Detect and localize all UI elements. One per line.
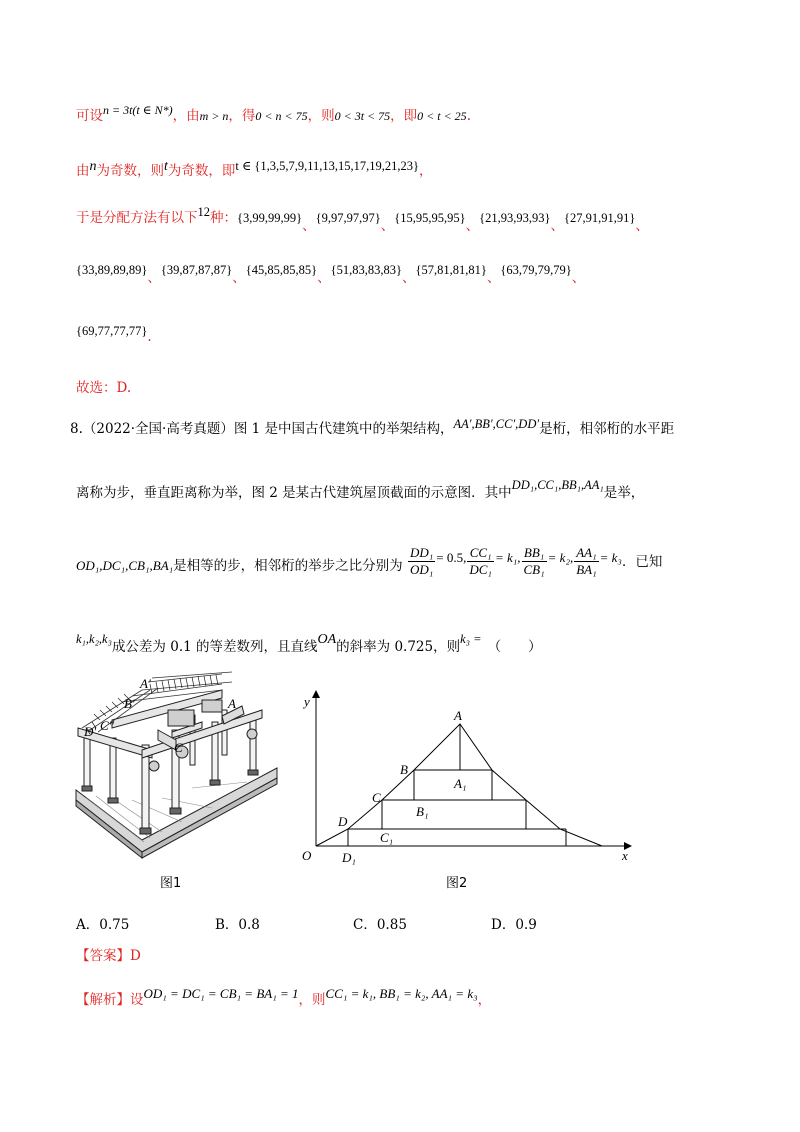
- set-item: {63,79,79,79}: [500, 263, 572, 277]
- option-key: D．: [491, 917, 516, 933]
- math-12: 12: [197, 205, 210, 219]
- label-A: A: [228, 696, 236, 711]
- question-8-line-2: [76, 478, 644, 501]
- text: 为奇数，即: [167, 163, 236, 179]
- label-B-prime: B′: [124, 696, 135, 711]
- math-n: n: [89, 159, 97, 174]
- math-purlins: AA′,BB′,CC′,DD′: [453, 417, 540, 431]
- text: 设: [130, 992, 144, 1008]
- fraction: [574, 545, 598, 578]
- math-m-gt-n: m > n: [199, 109, 229, 123]
- solution-line-5: [76, 323, 152, 345]
- label-C: C: [372, 790, 381, 805]
- frac-den: CB₁: [523, 562, 545, 577]
- text: 种：: [210, 210, 237, 226]
- math-k3: k₃ =: [460, 632, 482, 646]
- text: 是举，: [603, 485, 645, 501]
- label-C: C: [174, 740, 183, 755]
- frac-den: BA₁: [576, 562, 597, 577]
- figure-2-caption: 图2: [446, 876, 468, 891]
- sep: 、: [550, 218, 564, 234]
- set-item: {3,99,99,99}: [237, 211, 303, 225]
- frac-den: OD₁: [409, 562, 434, 577]
- option-value: 0.9: [515, 917, 537, 933]
- solution-conclusion: 故选：D.: [76, 380, 132, 396]
- question-8-line-3: [76, 545, 662, 578]
- analysis-tag: 【解析】: [76, 992, 130, 1008]
- math-t: t: [164, 159, 168, 174]
- text: ，则: [298, 992, 326, 1008]
- set-item: {69,77,77,77}: [76, 324, 148, 338]
- question-number: 8.: [70, 421, 83, 437]
- option-d[interactable]: [491, 913, 537, 933]
- sep: 、: [147, 270, 161, 286]
- label-D-prime: D′: [84, 724, 97, 739]
- set-item: {9,97,97,97}: [315, 211, 381, 225]
- set-item: {45,85,85,85}: [245, 263, 318, 277]
- sep: 、: [232, 270, 246, 286]
- sep: 、: [380, 218, 395, 234]
- option-c[interactable]: [353, 913, 407, 933]
- text: 可设: [76, 108, 103, 124]
- text: ．已知: [621, 554, 663, 570]
- math-n-def: n = 3t(t ∈ N*): [103, 103, 173, 117]
- frac-val: = k₁,: [494, 550, 521, 565]
- set-item: {15,95,95,95}: [394, 211, 466, 225]
- frac-val: = 0.5,: [436, 550, 467, 565]
- sep: 、: [571, 270, 586, 286]
- math-steps-equal: OD₁ = DC₁ = CB₁ = BA₁ = 1: [143, 986, 299, 1001]
- question-source: （2022·全国·高考真题）: [82, 421, 234, 437]
- frac-num: DD₁: [409, 545, 434, 560]
- option-value: 0.8: [238, 917, 260, 933]
- label-D1: D₁: [342, 850, 356, 865]
- option-b[interactable]: [215, 913, 260, 933]
- text: 成公差为 0.1 的等差数列，且直线: [111, 639, 318, 655]
- label-C-prime: C″: [100, 718, 115, 733]
- text: 离称为步，垂直距离称为举，图 2 是某古代建筑屋顶截面的示意图．其中: [76, 485, 512, 501]
- axis-y-label: y: [304, 694, 310, 709]
- figure-1-caption: 图1: [160, 876, 182, 891]
- set-item: {39,87,87,87}: [160, 263, 233, 277]
- solution-line-2: [76, 158, 433, 179]
- math-t-range: 0 < t < 25: [417, 109, 467, 123]
- text: 图 1 是中国古代建筑中的举架结构，: [233, 421, 454, 437]
- frac-num: CC₁: [467, 545, 494, 562]
- option-value: 0.75: [99, 917, 130, 933]
- set-item: {51,83,83,83}: [330, 263, 402, 277]
- answer-tag: 【答案】: [76, 948, 130, 964]
- frac-val: = k₂,: [547, 550, 574, 565]
- figure-1-roof-structure: [72, 670, 282, 860]
- set-item: {33,89,89,89}: [76, 263, 148, 277]
- set-item: {27,91,91,91}: [564, 211, 636, 225]
- solution-line-3: [76, 205, 649, 234]
- text: 由: [76, 163, 90, 179]
- fraction: [408, 545, 435, 578]
- label-A-prime: A′: [140, 676, 151, 691]
- option-key: A．: [76, 917, 100, 933]
- text: ，得: [228, 108, 256, 124]
- math-k-terms: k₁,k₂,k₃: [76, 632, 112, 646]
- text: ，: [419, 163, 433, 179]
- label-A: A: [454, 708, 462, 723]
- sep: 、: [465, 218, 480, 234]
- text: 是桁，相邻桁的水平距: [539, 421, 675, 437]
- option-a[interactable]: [76, 913, 129, 933]
- math-rises: DD₁,CC₁,BB₁,AA₁: [511, 478, 604, 492]
- text: 是相等的步，相邻桁的举步之比分别为: [173, 558, 403, 574]
- text: .: [147, 329, 152, 345]
- solution-line-4: [76, 262, 585, 286]
- text: ，则: [307, 108, 335, 124]
- sep: 、: [402, 270, 416, 286]
- option-key: C．: [353, 917, 377, 933]
- text: ，即: [390, 108, 418, 124]
- answer-blank: （ ）: [487, 639, 542, 655]
- answer-value: D: [130, 948, 141, 964]
- question-8-line-1: [70, 417, 674, 437]
- solution-line-1: [76, 103, 471, 124]
- math-rises-k: CC₁ = k₁, BB₁ = k₂, AA₁ = k₃: [325, 986, 478, 1001]
- math-n-range: 0 < n < 75: [255, 109, 308, 123]
- label-O: O: [302, 848, 312, 863]
- math-t-set: t ∈ {1,3,5,7,9,11,13,15,17,19,21,23}: [235, 159, 420, 173]
- fraction: [467, 545, 494, 578]
- sep: 、: [635, 218, 649, 234]
- frac-num: BB₁: [522, 545, 547, 562]
- text: 于是分配方法有以下: [76, 210, 198, 226]
- sep: 、: [486, 270, 501, 286]
- text: .: [466, 108, 471, 124]
- label-C1: C₁: [380, 830, 394, 845]
- frac-den: DC₁: [469, 562, 492, 577]
- answer-line: [76, 944, 141, 964]
- label-D: D: [338, 814, 348, 829]
- text: ，: [477, 992, 492, 1008]
- figure-2-roof-cross-section: [296, 690, 636, 870]
- set-item: {21,93,93,93}: [479, 211, 551, 225]
- math-3t-range: 0 < 3t < 75: [334, 109, 391, 123]
- text: 的斜率为 0.725，则: [336, 639, 461, 655]
- label-B1: B₁: [416, 804, 429, 819]
- label-A1: A₁: [454, 776, 467, 791]
- fraction: [522, 545, 547, 578]
- option-value: 0.85: [376, 917, 407, 933]
- text: ，由: [172, 108, 200, 124]
- frac-num: AA₁: [576, 545, 597, 560]
- math-steps: OD₁,DC₁,CB₁,BA₁: [76, 558, 174, 573]
- set-item: {57,81,81,81}: [415, 263, 487, 277]
- label-B: B: [400, 762, 408, 777]
- question-8-line-4: [76, 632, 542, 655]
- sep: 、: [302, 218, 316, 234]
- sep: 、: [317, 270, 331, 286]
- axis-x-label: x: [622, 848, 628, 863]
- frac-val: = k₃: [599, 550, 622, 565]
- option-key: B．: [215, 917, 239, 933]
- text: 为奇数，则: [96, 163, 164, 179]
- math-OA: OA: [317, 632, 337, 647]
- analysis-line: [76, 986, 491, 1008]
